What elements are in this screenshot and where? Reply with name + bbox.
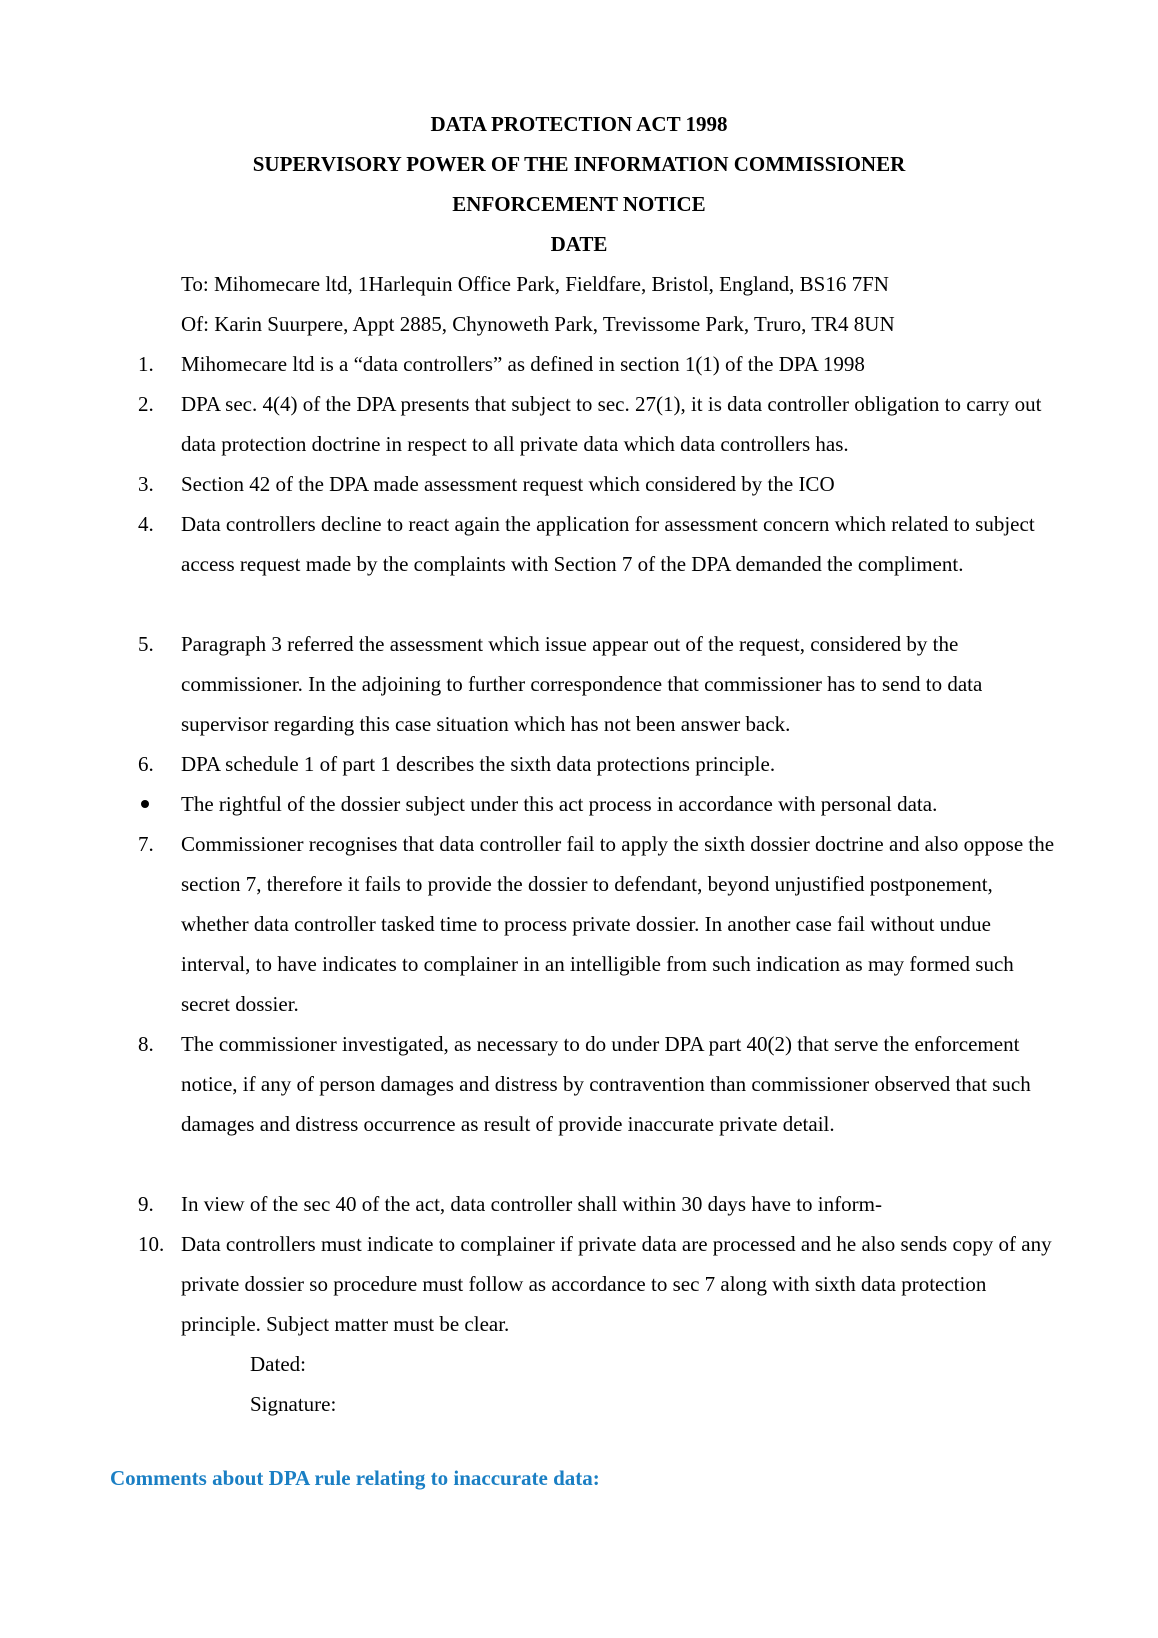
comments-heading: Comments about DPA rule relating to inaccurate data:	[110, 1466, 600, 1490]
to-line: To: Mihomecare ltd, 1Harlequin Office Park, Fieldfare, Bristol, England, BS16 7FN	[181, 272, 889, 296]
list-item: Data controllers must indicate to complainer if private data are processed and he also sends copy of any private dossier so procedure must follow as accordance to sec 7 along with sixth data protection principle. Subject matter must be clear.	[181, 1232, 1052, 1336]
notice-title: ENFORCEMENT NOTICE	[452, 192, 706, 216]
of-line: Of: Karin Suurpere, Appt 2885, Chynoweth Park, Trevissome Park, Truro, TR4 8UN	[181, 312, 895, 336]
list-item-marker: 9.	[138, 1192, 154, 1216]
list-item-marker: 1.	[138, 352, 154, 376]
bullet-icon	[141, 800, 149, 808]
list-item-marker: 6.	[138, 752, 154, 776]
list-item-marker: 2.	[138, 392, 154, 416]
signature-label: Signature:	[250, 1392, 337, 1416]
list-item-marker: 8.	[138, 1032, 154, 1056]
list-item-marker: 7.	[138, 832, 154, 856]
list-item: Section 42 of the DPA made assessment request which considered by the ICO	[181, 472, 835, 496]
list-item-marker: 3.	[138, 472, 154, 496]
list-item: DPA schedule 1 of part 1 describes the sixth data protections principle.	[181, 752, 776, 776]
act-title: DATA PROTECTION ACT 1998	[430, 112, 728, 136]
list-item: Data controllers decline to react again the application for assessment concern which related to subject access request made by the complaints with Section 7 of the DPA demanded the compliment.	[181, 512, 1035, 576]
list-item-marker: 4.	[138, 512, 154, 536]
list-item: DPA sec. 4(4) of the DPA presents that subject to sec. 27(1), it is data controller obligation to carry out data protection doctrine in respect to all private data which data controllers has.	[181, 392, 1042, 456]
bullet-item: The rightful of the dossier subject under this act process in accordance with personal data.	[181, 792, 938, 816]
power-title: SUPERVISORY POWER OF THE INFORMATION COMMISSIONER	[252, 152, 906, 176]
list-item-marker: 10.	[138, 1232, 165, 1256]
list-item: Mihomecare ltd is a “data controllers” as defined in section 1(1) of the DPA 1998	[181, 352, 865, 376]
dated-label: Dated:	[250, 1352, 306, 1376]
list-item: Paragraph 3 referred the assessment which issue appear out of the request, considered by the commissioner. In the adjoining to further correspondence that commissioner has to send to data supervisor regarding this case situation which has not been answer back.	[181, 632, 983, 736]
list-item: The commissioner investigated, as necessary to do under DPA part 40(2) that serve the enforcement notice, if any of person damages and distress by contravention than commissioner observed that such damages and distress occurrence as result of provide inaccurate private detail.	[181, 1032, 1031, 1136]
list-item: Commissioner recognises that data controller fail to apply the sixth dossier doctrine and also oppose the section 7, therefore it fails to provide the dossier to defendant, beyond unjustified postponement, whether data controller tasked time to process private dossier. In another case fail without undue interval, to have indicates to complainer in an intelligible from such indication as may formed such secret dossier.	[181, 832, 1055, 1016]
list-item-marker: 5.	[138, 632, 154, 656]
list-item: In view of the sec 40 of the act, data controller shall within 30 days have to inform-	[181, 1192, 882, 1216]
date-title: DATE	[550, 232, 608, 256]
